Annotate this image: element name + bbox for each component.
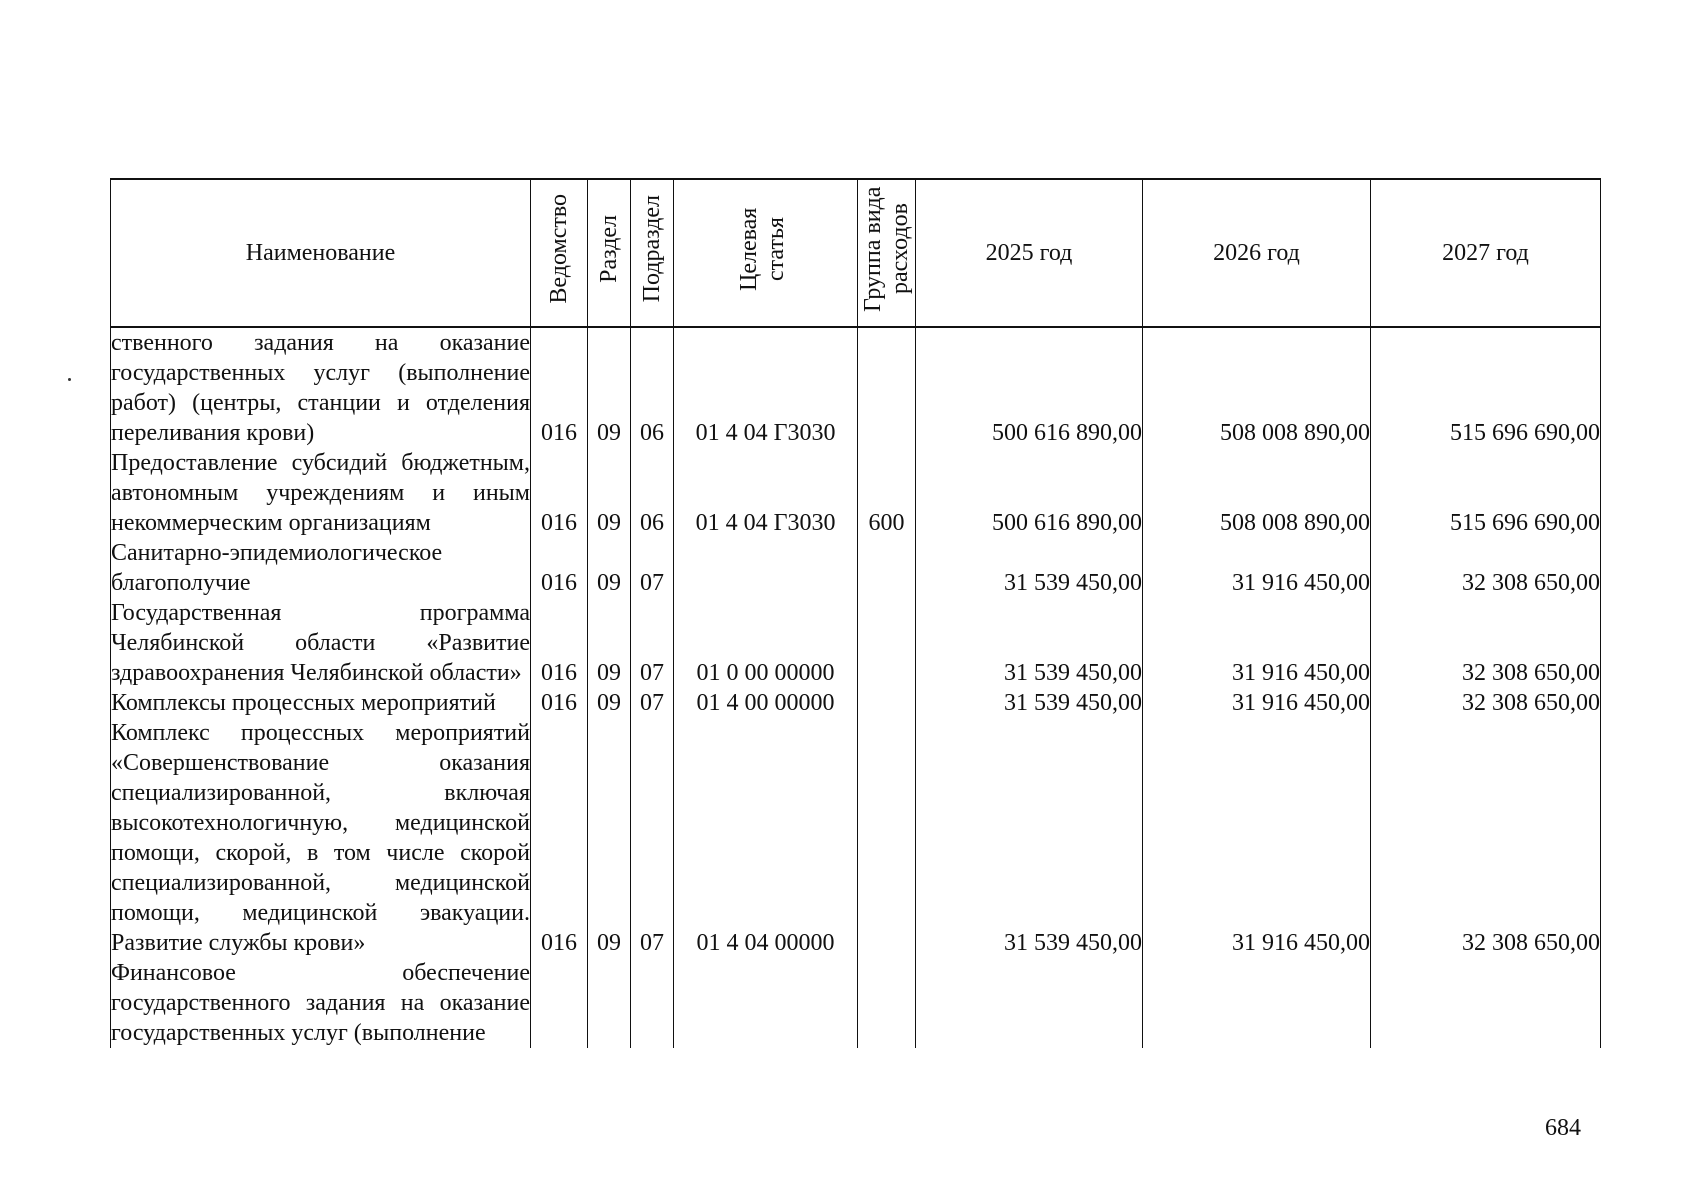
row-celevaya-statya: 01 4 04 Г3030: [674, 448, 858, 538]
row-razdel: 09: [588, 688, 631, 718]
row-gruppa: [858, 327, 916, 448]
row-2025: 31 539 450,00: [916, 598, 1143, 688]
row-name: Предоставление субсидий бюджетным, автономным учреждениям и иным некоммерческим организациям: [111, 450, 530, 536]
header-name: Наименование: [111, 179, 531, 327]
table-row: [111, 538, 1601, 598]
row-celevaya-statya: 01 4 04 00000: [674, 718, 858, 958]
row-gruppa: [858, 958, 916, 1048]
row-gruppa: [858, 598, 916, 688]
row-2026: 31 916 450,00: [1143, 718, 1371, 958]
row-podrazdel: 07: [631, 688, 674, 718]
row-vedomstvo: 016: [531, 327, 588, 448]
row-vedomstvo: 016: [531, 688, 588, 718]
row-2026: 31 916 450,00: [1143, 688, 1371, 718]
table-row: [111, 598, 1601, 688]
row-celevaya-statya: [674, 538, 858, 598]
table-header-row: [111, 179, 1601, 327]
row-name: Финансовое обеспечение государственного задания на оказание государственных услуг (выполнение: [111, 960, 530, 1046]
header-2027: 2027 год: [1371, 179, 1601, 327]
row-name: ственного задания на оказание государственных услуг (выполнение работ) (центры, станции и отделения переливания крови): [111, 327, 531, 448]
table-row: [111, 688, 1601, 718]
row-celevaya-statya: 01 4 04 Г3030: [674, 327, 858, 448]
header-gruppa-vida-raskhodov: Группа вида расходов: [858, 179, 916, 327]
row-razdel: 09: [588, 448, 631, 538]
row-2025: 31 539 450,00: [916, 538, 1143, 598]
row-gruppa: [858, 538, 916, 598]
header-razdel: Раздел: [588, 179, 631, 327]
row-2025: 31 539 450,00: [916, 718, 1143, 958]
row-vedomstvo: [531, 958, 588, 1048]
row-2025: 500 616 890,00: [916, 327, 1143, 448]
table-row: [111, 327, 1601, 448]
row-razdel: 09: [588, 718, 631, 958]
row-celevaya-statya: 01 4 00 00000: [674, 688, 858, 718]
row-podrazdel: [631, 958, 674, 1048]
row-2027: 32 308 650,00: [1371, 538, 1601, 598]
row-razdel: 09: [588, 598, 631, 688]
header-celevaya-statya: Целевая статья: [674, 179, 858, 327]
row-gruppa: 600: [858, 448, 916, 538]
row-2027: 515 696 690,00: [1371, 327, 1601, 448]
row-razdel: [588, 958, 631, 1048]
table-row: [111, 448, 1601, 538]
row-podrazdel: 07: [631, 718, 674, 958]
row-2026: 31 916 450,00: [1143, 538, 1371, 598]
row-2026: 508 008 890,00: [1143, 327, 1371, 448]
row-celevaya-statya: [674, 958, 858, 1048]
row-vedomstvo: 016: [531, 598, 588, 688]
header-vedomstvo: Ведомство: [531, 179, 588, 327]
row-gruppa: [858, 688, 916, 718]
row-2026: 31 916 450,00: [1143, 598, 1371, 688]
row-2025: 500 616 890,00: [916, 448, 1143, 538]
table-row: [111, 718, 1601, 958]
row-2026: 508 008 890,00: [1143, 448, 1371, 538]
row-name: Санитарно-эпидемиологическое благополучие: [111, 538, 531, 598]
row-2027: 32 308 650,00: [1371, 598, 1601, 688]
row-2025: [916, 958, 1143, 1048]
header-2025: 2025 год: [916, 179, 1143, 327]
row-vedomstvo: 016: [531, 718, 588, 958]
row-2027: 32 308 650,00: [1371, 718, 1601, 958]
row-2027: 32 308 650,00: [1371, 688, 1601, 718]
budget-table: [110, 178, 1601, 1048]
row-name: Комплекс процессных мероприятий «Совершенствование оказания специализированной, включая высокотехнологичную, медицинской помощи, скорой, в том числе скорой специализированной, медицинской помощи, медицинской эвакуации. Развитие службы крови»: [111, 720, 530, 956]
row-gruppa: [858, 718, 916, 958]
row-2027: [1371, 958, 1601, 1048]
row-name: Комплексы процессных мероприятий: [111, 688, 531, 718]
row-podrazdel: 06: [631, 327, 674, 448]
row-2025: 31 539 450,00: [916, 688, 1143, 718]
row-vedomstvo: 016: [531, 448, 588, 538]
row-name: Государственная программа Челябинской области «Развитие здравоохранения Челябинской области»: [111, 600, 530, 686]
table-row: [111, 958, 1601, 1048]
page-number: 684: [1545, 1115, 1581, 1141]
row-podrazdel: 07: [631, 598, 674, 688]
row-podrazdel: 07: [631, 538, 674, 598]
row-2027: 515 696 690,00: [1371, 448, 1601, 538]
row-vedomstvo: 016: [531, 538, 588, 598]
header-podrazdel: Подраздел: [631, 179, 674, 327]
row-celevaya-statya: 01 0 00 00000: [674, 598, 858, 688]
row-podrazdel: 06: [631, 448, 674, 538]
stray-dot: [68, 378, 71, 381]
row-razdel: 09: [588, 538, 631, 598]
row-razdel: 09: [588, 327, 631, 448]
header-2026: 2026 год: [1143, 179, 1371, 327]
row-2026: [1143, 958, 1371, 1048]
